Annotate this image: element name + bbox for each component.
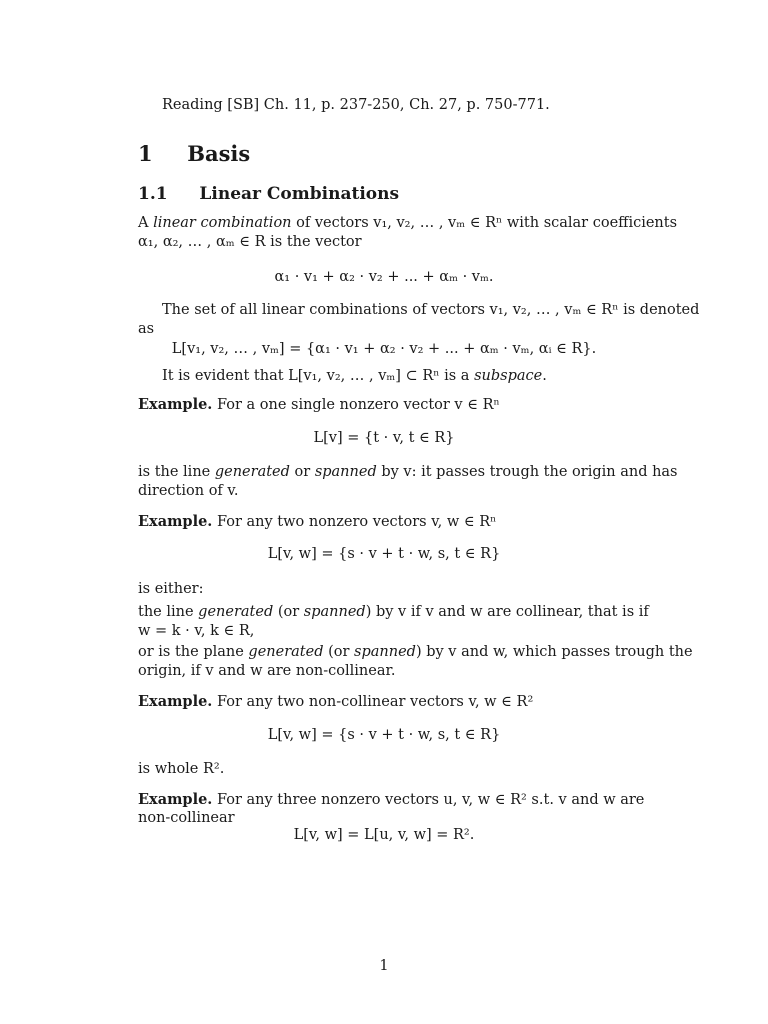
subspace-text: . [542, 368, 547, 384]
section-heading [138, 140, 250, 168]
example-2-either: is either: [138, 581, 204, 597]
example-label: Example. [138, 513, 213, 530]
page-number: 1 [379, 958, 389, 974]
example-text: For any three nonzero vectors u, v, w ∈ R² s.t. v and w are [212, 792, 645, 808]
subsection-title: Linear Combinations [199, 184, 400, 204]
example-text: the line [138, 604, 199, 620]
example-text: For any two nonzero vectors v, w ∈ Rⁿ [212, 514, 497, 530]
definition-text: of vectors v₁, v₂, … , vₘ ∈ Rⁿ with scalar coefficients [291, 215, 678, 231]
example-term: generated [214, 464, 290, 480]
subsection-number: 1.1 [138, 184, 168, 204]
example-1-line-1 [138, 463, 678, 483]
example-text: (or [323, 644, 355, 660]
example-text: For any two non-collinear vectors v, w ∈ R² [212, 694, 534, 710]
example-1-intro [138, 395, 500, 416]
example-label: Example. [138, 396, 213, 413]
section-number: 1 [138, 141, 153, 166]
equation-linear-combination: α₁ · v₁ + α₂ · v₂ + ... + αₘ · vₘ. [274, 269, 494, 285]
example-4-line-2: non-collinear [138, 810, 235, 826]
example-2-intro [138, 512, 496, 533]
definition-term: linear combination [153, 215, 292, 231]
example-text: For a one single nonzero vector v ∈ Rⁿ [212, 397, 500, 413]
example-term: spanned [303, 604, 366, 620]
example-3-after: is whole R². [138, 761, 225, 777]
definition-line-2: α₁, α₂, … , αₘ ∈ R is the vector [138, 234, 362, 250]
example-text: (or [273, 604, 304, 620]
example-4-intro [138, 790, 644, 811]
example-2-line-3 [138, 643, 693, 663]
example-1-line-2: direction of v. [138, 483, 239, 499]
set-definition-line-2: as [138, 321, 155, 337]
example-text: by v: it passes trough the origin and has [376, 464, 678, 480]
definition-line-1 [138, 214, 677, 234]
equation-span: L[v₁, v₂, … , vₘ] = {α₁ · v₁ + α₂ · v₂ + ... + αₘ · vₘ, αᵢ ∈ R}. [171, 341, 597, 357]
example-text: or [289, 464, 315, 480]
example-term: spanned [354, 644, 416, 660]
example-text: ) by v and w, which passes trough the [415, 644, 693, 660]
example-2-line-1 [138, 603, 649, 623]
definition-text: A [138, 215, 154, 231]
example-text: ) by v if v and w are collinear, that is if [365, 604, 649, 620]
subspace-text: It is evident that L[v₁, v₂, … , vₘ] ⊂ Rⁿ is a [162, 368, 475, 384]
example-4-equation: L[v, w] = L[u, v, w] = R². [293, 827, 475, 843]
example-2-line-2: w = k · v, k ∈ R, [138, 623, 255, 639]
set-definition-line-1: The set of all linear combinations of vectors v₁, v₂, … , vₘ ∈ Rⁿ is denoted [162, 302, 700, 318]
section-title: Basis [187, 141, 251, 166]
example-term: spanned [314, 464, 377, 480]
example-2-line-4: origin, if v and w are non-collinear. [138, 663, 396, 679]
example-1-equation: L[v] = {t · v, t ∈ R} [313, 430, 455, 446]
example-term: generated [248, 644, 324, 660]
example-2-equation: L[v, w] = {s · v + t · w, s, t ∈ R} [267, 546, 501, 562]
subsection-heading [138, 183, 399, 206]
subspace-statement [162, 367, 547, 387]
example-text: or is the plane [138, 644, 249, 660]
example-3-intro [138, 692, 533, 713]
subspace-term: subspace [474, 368, 543, 384]
example-label: Example. [138, 693, 213, 710]
example-text: is the line [138, 464, 215, 480]
reading-reference: Reading [SB] Ch. 11, p. 237-250, Ch. 27, p. 750-771. [162, 97, 550, 113]
example-3-equation: L[v, w] = {s · v + t · w, s, t ∈ R} [267, 727, 501, 743]
example-label: Example. [138, 791, 213, 808]
example-term: generated [198, 604, 274, 620]
